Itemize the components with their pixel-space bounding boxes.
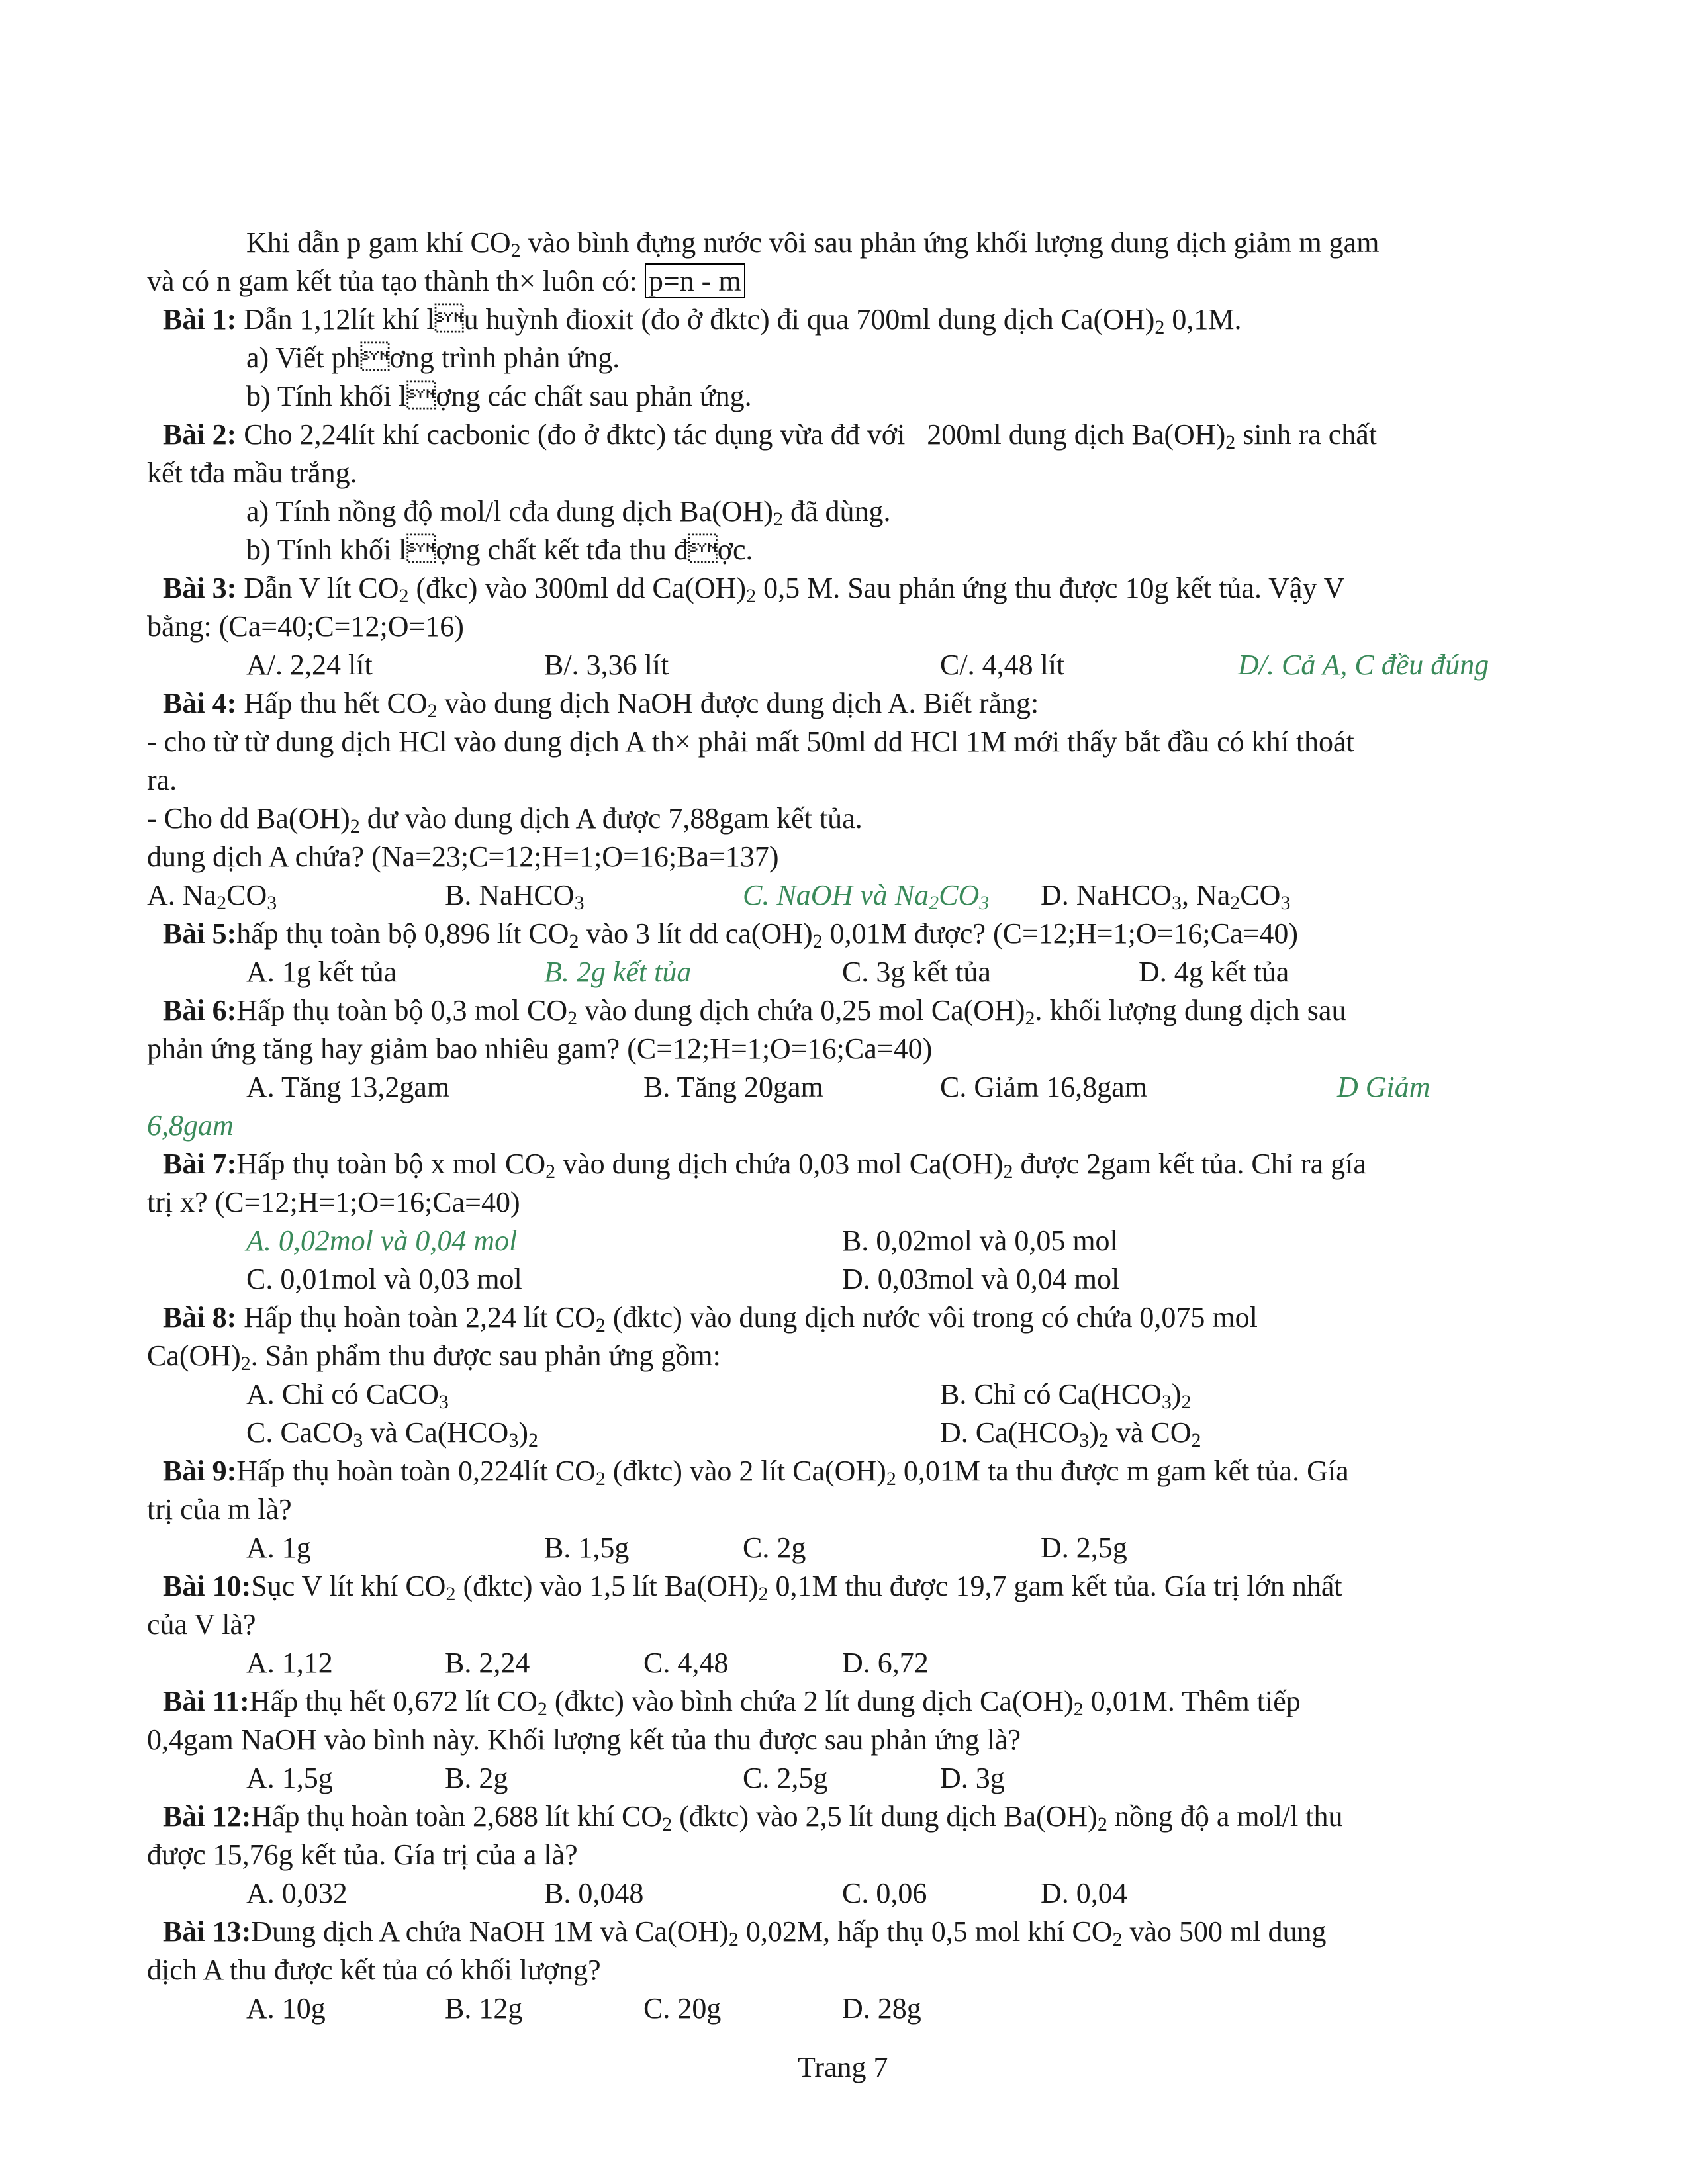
q6-option-b: B. Tăng 20gam [643,1071,823,1103]
q4-option-c: C. NaOH và $Na_2CO_3$ [743,879,990,914]
q6-option-c: C. Giảm 16,8gam [940,1071,1147,1103]
q10-line-2: của V là? [147,1608,256,1641]
formula-box: p=n - m [645,263,745,298]
q13-option-c: C. 20g [643,1992,722,2025]
q7-option-a: A. 0,02mol và 0,04 mol [246,1224,518,1257]
q3-option-a: A/. 2,24 lít [246,649,373,681]
q4-line-5: dung dịch A chứa? (Na=23;C=12;H=1;O=16;Ba=137) [147,841,779,873]
q4-option-a: A. $Na_2CO_3$ [147,879,277,914]
q8-option-d: D. $Ca(HCO_3)_2$ và $CO_2$ [940,1416,1201,1451]
q8-option-b: B. Chỉ có $Ca(HCO_3)_2$ [940,1378,1192,1413]
q3-option-b: B/. 3,36 lít [544,649,669,681]
q10-option-c: C. 4,48 [643,1647,729,1679]
q4-line-4: - Cho dd $Ba(OH)_2$ dư vào dung dịch A được 7,88gam kết tủa. [147,802,863,837]
q8-option-a: A. Chỉ có CaCO$_3$ [246,1378,449,1413]
q8-option-c: C. CaCO$_3$ và $Ca(HCO_3)_2$ [246,1416,538,1451]
q13-option-d: D. 28g [842,1992,921,2025]
q9-line-2: trị của m là? [147,1493,292,1525]
q5-option-c: C. 3g kết tủa [842,956,991,988]
q10-option-d: D. 6,72 [842,1647,929,1679]
question-9: Bài 9:Hấp thụ hoàn toàn 0,224lít $CO_2$ (đktc) vào 2 lít $Ca(OH)_2$ 0,01M ta thu được m gam kết tủa. Gía [163,1455,1349,1490]
q3-line-2: bằng: (Ca=40;C=12;O=16) [147,610,464,643]
q8-line-2: $Ca(OH)_2$. Sản phẩm thu được sau phản ứng gồm: [147,1340,721,1375]
q4-line-3: ra. [147,764,177,796]
q1-part-b: b) Tính khối lợng các chất sau phản ứng. [246,380,752,412]
q5-option-d: D. 4g kết tủa [1139,956,1289,988]
q11-option-b: B. 2g [445,1762,508,1794]
q1-part-a: a) Viết phơng trình phản ứng. [246,341,620,374]
q11-option-a: A. 1,5g [246,1762,333,1794]
q12-option-a: A. 0,032 [246,1877,348,1909]
question-13: Bài 13:Dung dịch A chứa NaOH 1M và $Ca(OH)_2$ 0,02M, hấp thụ 0,5 mol khí $CO_2$ vào 500 ml dung [163,1915,1327,1950]
q6-line-2: phản ứng tăng hay giảm bao nhiêu gam? (C=12;H=1;O=16;Ca=40) [147,1032,933,1065]
q4-line-2: - cho từ từ dung dịch HCl vào dung dịch A th× phải mất 50ml dd HCl 1M mới thấy bắt đầu có khí thoát [147,725,1354,758]
q9-option-c: C. 2g [743,1531,806,1564]
q13-option-b: B. 12g [445,1992,523,2025]
q2-line-2: kết tđa mầu trắng. [147,457,357,489]
q12-line-2: được 15,76g kết tủa. Gía trị của a là? [147,1839,578,1871]
q7-line-2: trị x? (C=12;H=1;O=16;Ca=40) [147,1186,520,1218]
q3-option-c: C/. 4,48 lít [940,649,1065,681]
question-8: Bài 8: Hấp thụ hoàn toàn 2,24 lít $CO_2$ (đktc) vào dung dịch nước vôi trong có chứa 0,075 mol [163,1301,1258,1336]
question-12: Bài 12:Hấp thụ hoàn toàn 2,688 lít khí $CO_2$ (đktc) vào 2,5 lít dung dịch $Ba(OH)_2$ nồng độ a mol/l thu [163,1800,1343,1835]
q12-option-c: C. 0,06 [842,1877,927,1909]
q9-option-b: B. 1,5g [544,1531,630,1564]
q9-option-d: D. 2,5g [1041,1531,1127,1564]
question-10: Bài 10:Sục V lít khí $CO_2$ (đktc) vào 1,5 lít $Ba(OH)_2$ 0,1M thu được 19,7 gam kết tủa. Gía trị lớn nhất [163,1570,1342,1605]
intro-line-1: Khi dẫn p gam khí $CO_2$ vào bình đựng nước vôi sau phản ứng khối lượng dung dịch giảm m gam [246,226,1380,261]
q7-option-b: B. 0,02mol và 0,05 mol [842,1224,1118,1257]
q13-line-2: dịch A thu được kết tủa có khối lượng? [147,1954,601,1986]
question-2: Bài 2: Cho 2,24lít khí cacbonic (đo ở đktc) tác dụng vừa đđ với 200ml dung dịch $Ba(OH)_2$ sinh ra chất [163,418,1378,453]
question-3: Bài 3: Dẫn V lít $CO_2$ (đkc) vào 300ml dd $Ca(OH)_2$ 0,5 M. Sau phản ứng thu được 10g kết tủa. Vậy V [163,572,1345,607]
q10-option-b: B. 2,24 [445,1647,530,1679]
question-11: Bài 11:Hấp thụ hết 0,672 lít $CO_2$ (đktc) vào bình chứa 2 lít dung dịch $Ca(OH)_2$ 0,01M. Thêm tiếp [163,1685,1301,1720]
q5-option-b: B. 2g kết tủa [544,956,692,988]
q10-option-a: A. 1,12 [246,1647,333,1679]
question-5: Bài 5:hấp thụ toàn bộ 0,896 lít $CO_2$ vào 3 lít dd $ca(OH)_2$ 0,01M được? (C=12;H=1;O=16;Ca=40) [163,917,1298,952]
q9-option-a: A. 1g [246,1531,311,1564]
q7-option-c: C. 0,01mol và 0,03 mol [246,1263,522,1295]
intro-line-2: và có n gam kết tủa tạo thành th× luôn có: p=n - m [147,262,745,300]
q6-option-d-cont: 6,8gam [147,1109,234,1142]
question-6: Bài 6:Hấp thụ toàn bộ 0,3 mol $CO_2$ vào dung dịch chứa 0,25 mol $Ca(OH)_2$. khối lượng dung dịch sau [163,994,1346,1029]
q7-option-d: D. 0,03mol và 0,04 mol [842,1263,1120,1295]
q11-line-2: 0,4gam NaOH vào bình này. Khối lượng kết tủa thu được sau phản ứng là? [147,1723,1021,1756]
q12-option-d: D. 0,04 [1041,1877,1127,1909]
q2-part-b: b) Tính khối lợng chất kết tđa thu đợc. [246,533,753,566]
q4-option-d: D. NaHCO$_3$, $Na_2CO_3$ [1041,879,1291,914]
q12-option-b: B. 0,048 [544,1877,644,1909]
question-1: Bài 1: Dẫn 1,12lít khí lu huỳnh đioxit (đo ở đktc) đi qua 700ml dung dịch $Ca(OH)_2$ 0,1M. [163,303,1242,338]
q4-option-b: B. NaHCO$_3$ [445,879,585,914]
page-number: Trang 7 [798,2051,888,2083]
q13-option-a: A. 10g [246,1992,326,2025]
q3-option-d: D/. Cả A, C đều đúng [1238,649,1489,681]
question-4: Bài 4: Hấp thu hết $CO_2$ vào dung dịch NaOH được dung dịch A. Biết rằng: [163,687,1039,722]
q2-part-a: a) Tính nồng độ mol/l cđa dung dịch $Ba(OH)_2$ đã dùng. [246,495,891,530]
q5-option-a: A. 1g kết tủa [246,956,397,988]
q6-option-a: A. Tăng 13,2gam [246,1071,450,1103]
q11-option-d: D. 3g [940,1762,1005,1794]
q6-option-d: D Giảm [1337,1071,1430,1103]
q11-option-c: C. 2,5g [743,1762,828,1794]
question-7: Bài 7:Hấp thụ toàn bộ x mol $CO_2$ vào dung dịch chứa 0,03 mol $Ca(OH)_2$ được 2gam kết tủa. Chỉ ra gía [163,1148,1366,1183]
